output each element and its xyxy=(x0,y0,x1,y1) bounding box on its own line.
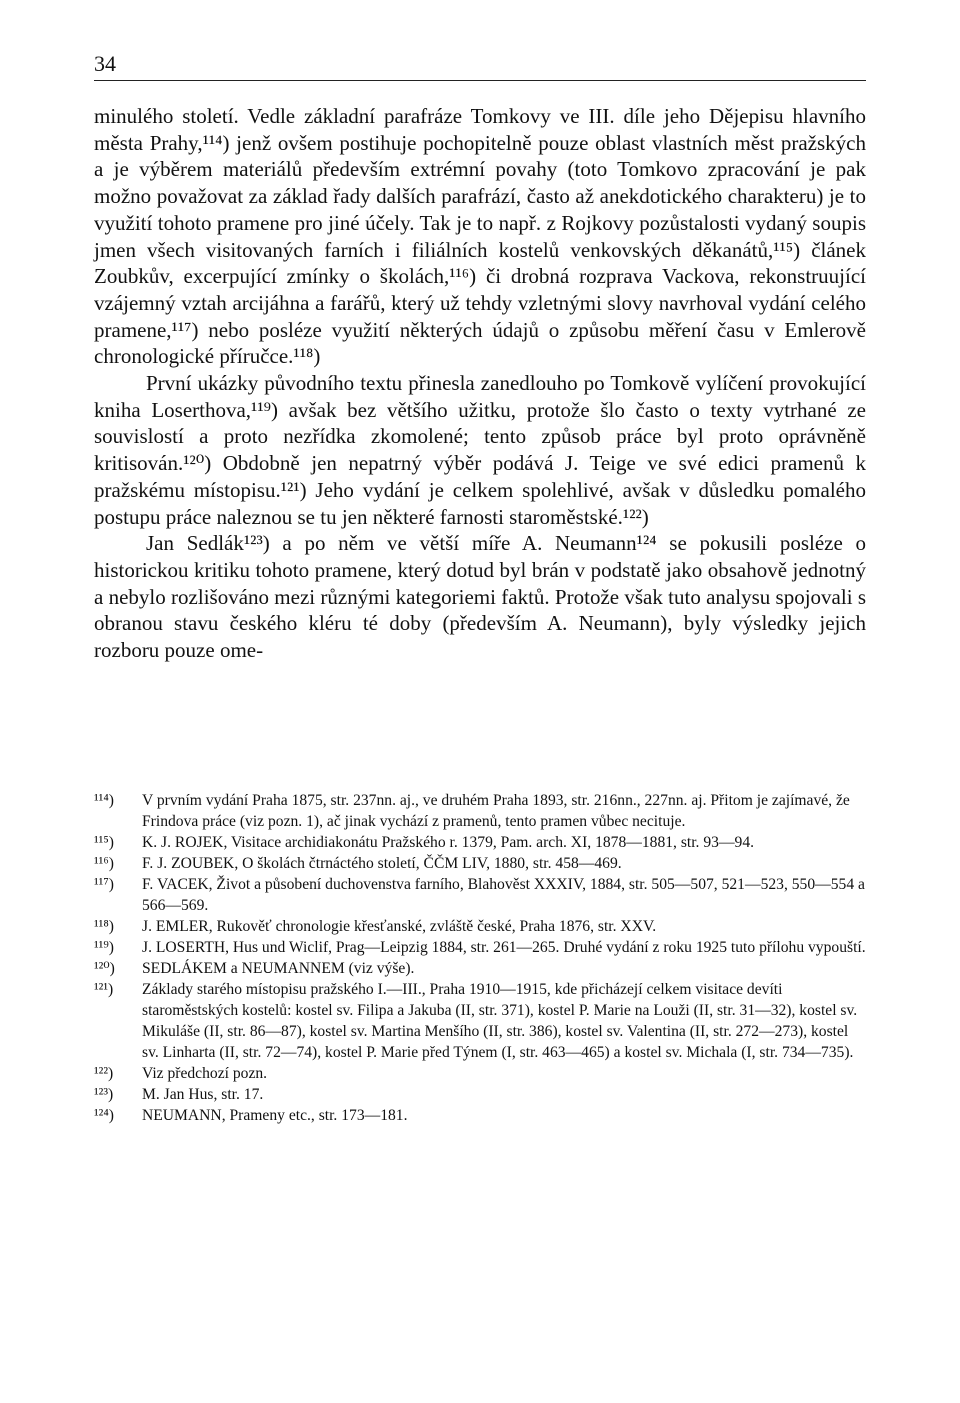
footnote-number: ¹²⁰) xyxy=(94,960,115,977)
footnote xyxy=(94,832,866,853)
footnote-text: Viz předchozí pozn. xyxy=(142,1065,268,1082)
footnote-number: ¹²¹) xyxy=(94,981,114,998)
footnote xyxy=(94,916,866,937)
footnote xyxy=(94,1084,866,1105)
footnote-number: ¹²³) xyxy=(94,1086,114,1103)
footnote xyxy=(94,958,866,979)
footnote xyxy=(94,853,866,874)
page-number: 34 xyxy=(94,51,116,76)
footnote xyxy=(94,1105,866,1126)
footnote-number: ¹¹⁸) xyxy=(94,918,114,935)
footnote-number: ¹²⁴) xyxy=(94,1107,114,1124)
footnote-number: ¹²²) xyxy=(94,1065,114,1082)
footnote-text: Základy starého místopisu pražského I.—III., Praha 1910—1915, kde přicházejí celkem visitace devíti staroměstských kostelů: kostel sv. Filipa a Jakuba (II, str. 371), kostel P. Marie na Louži (II, str. 31—32), kostel sv. Mikuláše (II, str. 86—87), kostel sv. Martina Menšího (II, str. 386), kostel sv. Valentina (II, str. 272—273), kostel sv. Linharta (II, str. 72—74), kostel P. Marie před Týnem (I, str. 463—465) a kostel sv. Michala (I, str. 734—735). xyxy=(142,981,858,1061)
footnote-text: SEDLÁKEM a NEUMANNEM (viz výše). xyxy=(142,960,415,977)
footnote-text: V prvním vydání Praha 1875, str. 237nn. aj., ve druhém Praha 1893, str. 216nn., 227nn. aj. Přitom je zajímavé, že Frindova práce (viz pozn. 1), ač jinak vychází z pramenů, tento pramen vůbec necituje. xyxy=(142,792,850,830)
footnote-text: F. VACEK, Život a působení duchovenstva farního, Blahověst XXXIV, 1884, str. 505—507, 521—523, 550—554 a 566—569. xyxy=(142,876,865,914)
footnote-text: M. Jan Hus, str. 17. xyxy=(142,1086,264,1103)
footnotes xyxy=(94,790,866,1126)
footnote xyxy=(94,790,866,832)
footnote-text: J. EMLER, Rukověť chronologie křesťanské, zvláště české, Praha 1876, str. XXV. xyxy=(142,918,657,935)
footnote xyxy=(94,874,866,916)
footnote-number: ¹¹⁴) xyxy=(94,792,114,809)
footnote-text: K. J. ROJEK, Visitace archidiakonátu Pražského r. 1379, Pam. arch. XI, 1878—1881, str. 93—94. xyxy=(142,834,755,851)
footnote-number: ¹¹⁶) xyxy=(94,855,114,872)
header-rule xyxy=(94,80,866,81)
footnote-text: NEUMANN, Prameny etc., str. 173—181. xyxy=(142,1107,408,1124)
footnote-number: ¹¹⁷) xyxy=(94,876,114,893)
footnote xyxy=(94,937,866,958)
footnote-text: F. J. ZOUBEK, O školách čtrnáctého století, ČČM LIV, 1880, str. 458—469. xyxy=(142,855,622,872)
paragraph: První ukázky původního textu přinesla zanedlouho po Tomkově vylíčení provokující kniha Loserthova,¹¹⁹) avšak bez většího užitku, protože šlo často o texty vytrhané ze souvislostí a proto nezřídka zkomolené; tento způsob práce byl proto oprávněně kritisován.¹²⁰) Obdobně jen nepatrný výběr podává J. Teige ve své edici pramenů k pražskému místopisu.¹²¹) Jeho vydání je celkem spolehlivé, avšak v důsledku pomalého postupu práce naleznou se tu jen některé farnosti staroměstské.¹²²) xyxy=(94,371,866,529)
footnote xyxy=(94,979,866,1063)
footnote-text: J. LOSERTH, Hus und Wiclif, Prag—Leipzig 1884, str. 261—265. Druhé vydání z roku 1925 tuto přílohu vypouští. xyxy=(142,939,866,956)
body-text xyxy=(94,103,866,664)
footnote xyxy=(94,1063,866,1084)
footnote-number: ¹¹⁹) xyxy=(94,939,114,956)
paragraph: minulého století. Vedle základní parafráze Tomkovy ve III. díle jeho Dějepisu hlavního města Prahy,¹¹⁴) jenž ovšem postihuje pochopitelně pouze oblast vlastních měst pražských a je výběrem materiálů především extrémní povahy (toto Tomkovo zpracování je pak možno považovat za základ řady dalších parafrází, často až anekdotického charakteru) je to využití tohoto pramene pro jiné účely. Tak je to např. z Rojkovy pozůstalosti vydaný soupis jmen všech visitovaných farních i filiálních kostelů venkovských děkanátů,¹¹⁵) článek Zoubkův, excerpující zmínky o školách,¹¹⁶) či drobná rozprava Vackova, rekonstruující vzájemný vztah arcijáhna a farářů, který už tehdy vzletnými slovy navrhoval vydání celého pramene,¹¹⁷) nebo posléze využití některých údajů o způsobu měření času v Emlerově chronologické příručce.¹¹⁸) xyxy=(94,104,866,369)
footnote-number: ¹¹⁵) xyxy=(94,834,114,851)
paragraph: Jan Sedlák¹²³) a po něm ve větší míře A. Neumann¹²⁴ se pokusili posléze o historickou kritiku tohoto pramene, který dotud byl brán v podstatě jako obsahově jednotný a nebylo rozlišováno mezi různými kategoriemi faktů. Protože však tuto analysu spojovali s obranou stavu českého kléru té doby (především A. Neumann), byly výsledky jejich rozboru pouze ome- xyxy=(94,531,866,663)
